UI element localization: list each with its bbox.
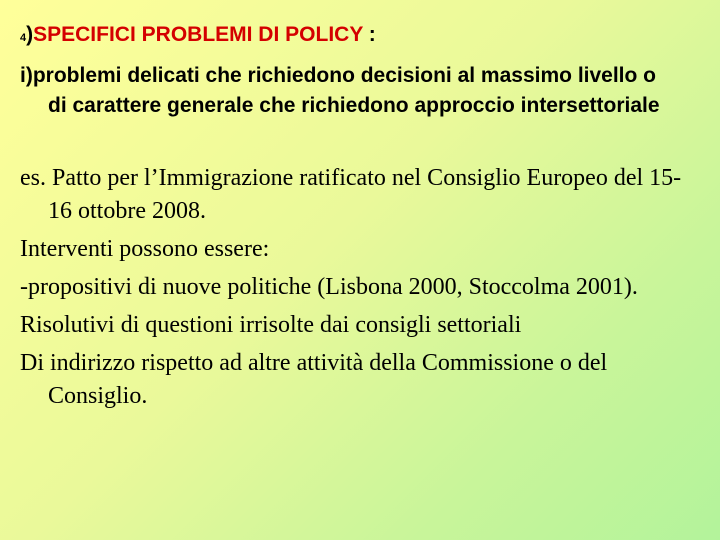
body-text: [20, 162, 700, 418]
heading-title: SPECIFICI PROBLEMI DI POLICY: [33, 23, 363, 46]
heading-paren: ): [26, 23, 34, 46]
slide-heading: [20, 20, 376, 53]
paragraph-resolutive: Risolutivi di questioni irrisolte dai consigli settoriali: [20, 312, 522, 338]
paragraph-interventions: Interventi possono essere:: [20, 236, 270, 262]
paragraph-example: es. Patto per l’Immigrazione ratificato nel Consiglio Europeo del 15-16 ottobre 2008.: [20, 165, 682, 224]
heading-colon: :: [362, 23, 376, 46]
paragraph-direction: Di indirizzo rispetto ad altre attività della Commissione o del Consiglio.: [20, 350, 608, 409]
section-number: 4: [20, 32, 27, 44]
subheading-text: i)problemi delicati che richiedono decisioni al massimo livello o di carattere generale che richiedono approccio intersettoriale: [20, 64, 660, 117]
paragraph-propositive: -propositivi di nuove politiche (Lisbona 2000, Stoccolma 2001).: [20, 274, 638, 300]
subheading-block: [20, 61, 660, 121]
